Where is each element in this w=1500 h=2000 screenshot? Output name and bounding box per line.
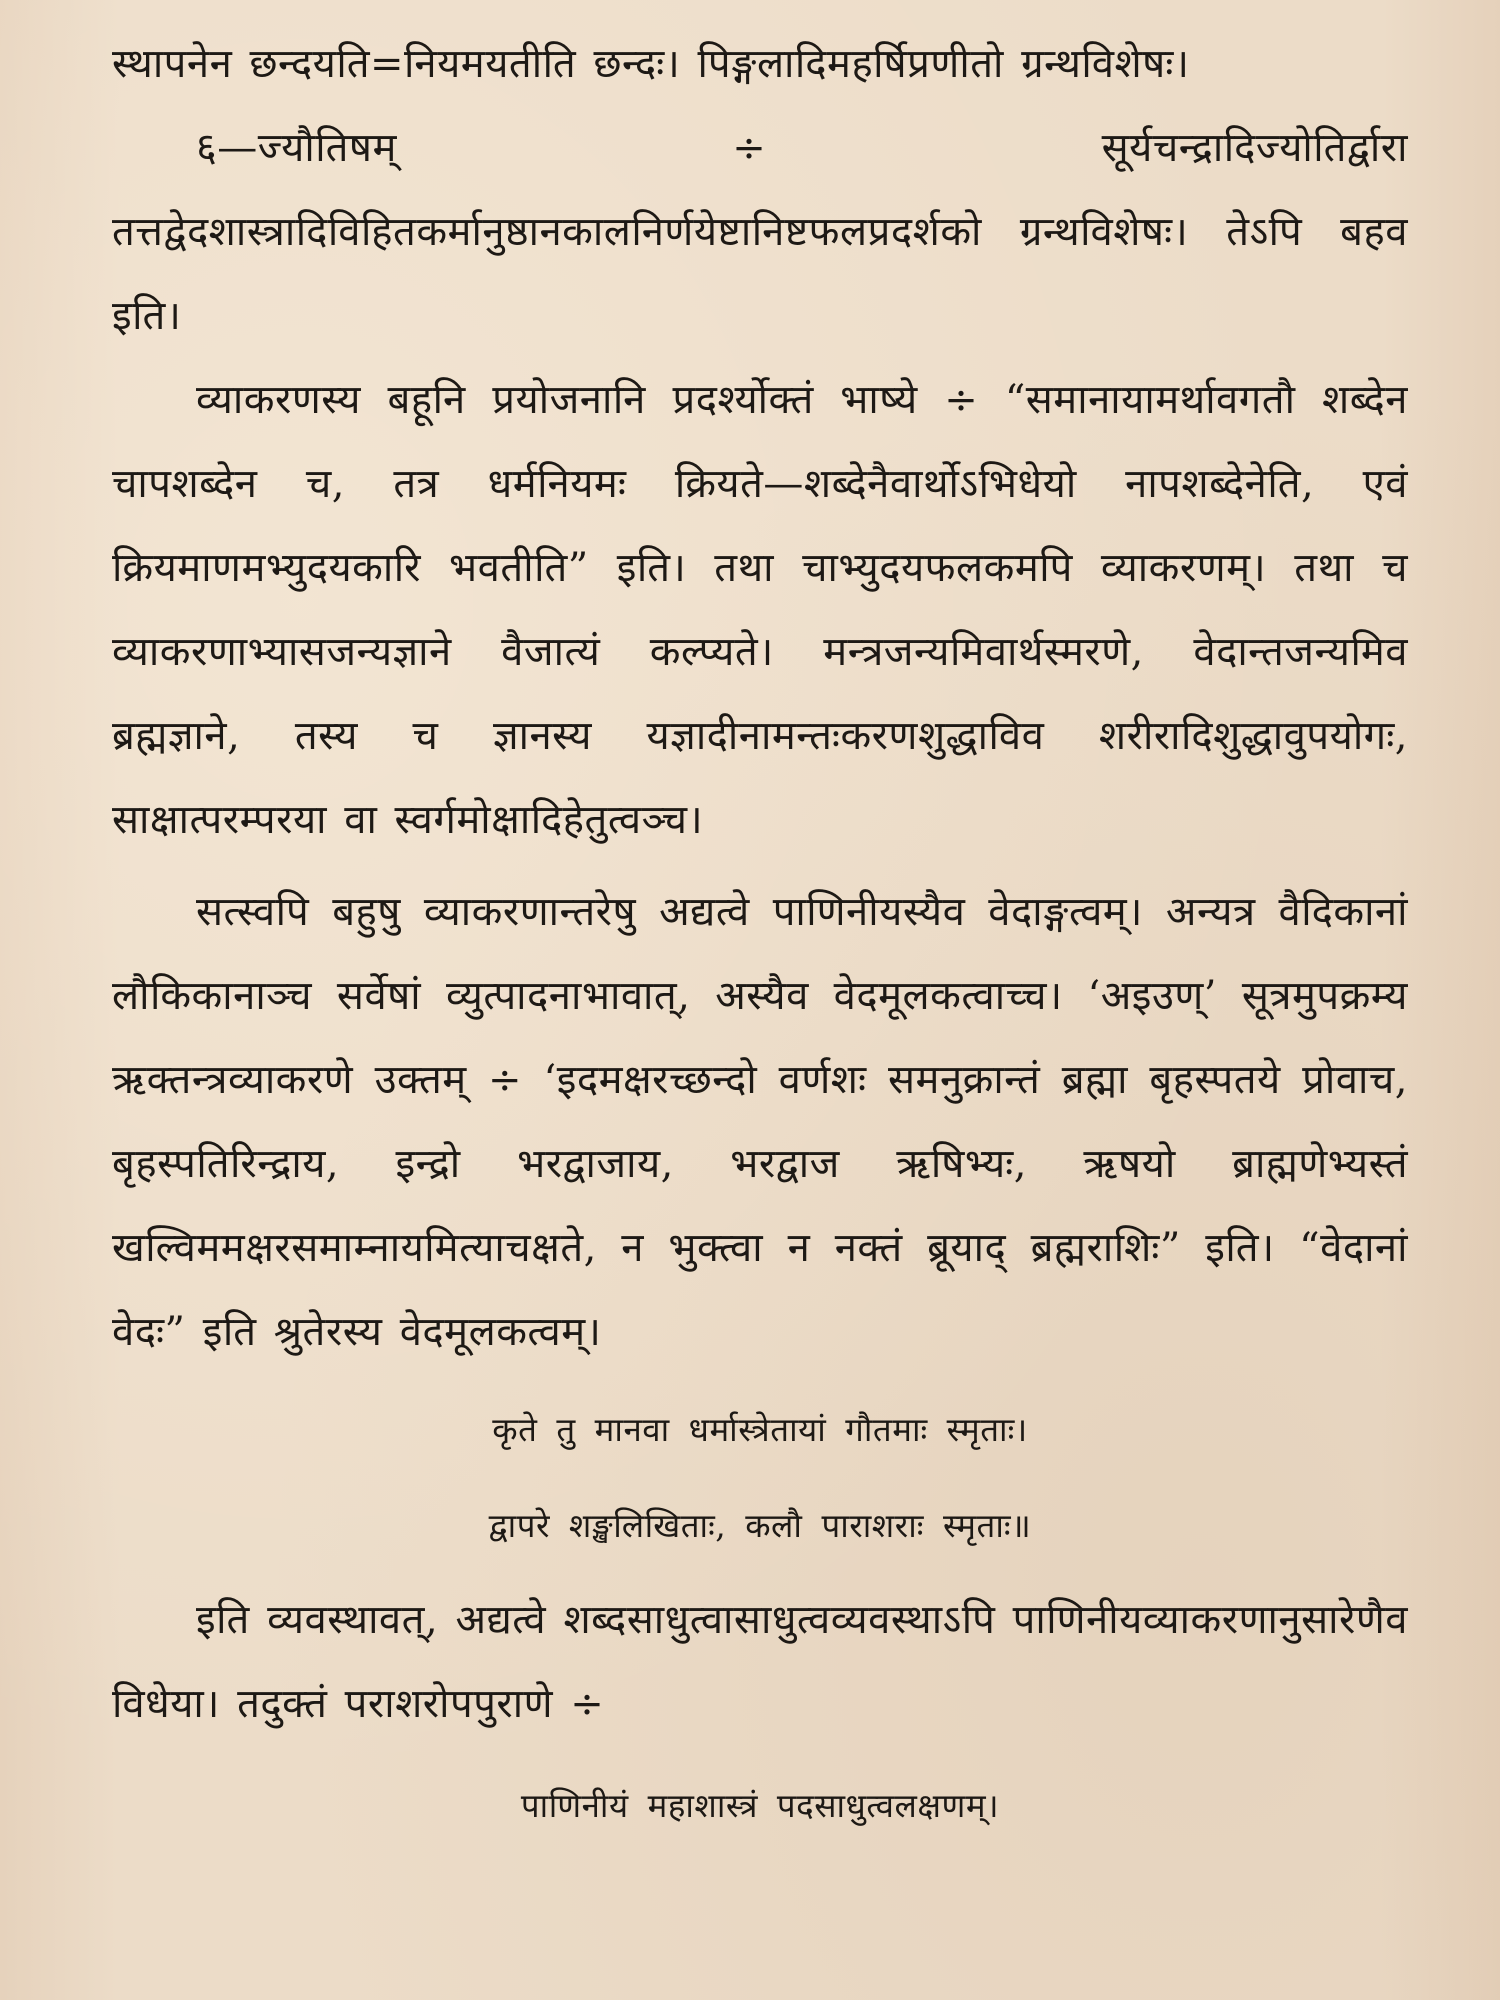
paragraph-chandas: स्थापनेन छन्दयति=नियमयतीति छन्दः। पिङ्गलादिमहर्षिप्रणीतो ग्रन्थविशेषः। xyxy=(112,41,1190,87)
paragraph-paniniya: सत्स्वपि बहुषु व्याकरणान्तरेषु अद्यत्वे पाणिनीयस्यैव वेदाङ्गत्वम्। अन्यत्र वैदिकानां लौकिकानाञ्च सर्वेषां व्युत्पादनाभावात्, अस्यैव वेदमूलकत्वाच्च। ‘अइउण्’ सूत्रमुपक्रम्य ऋक्तन्त्रव्याकरणे उक्तम् ÷ ‘इदमक्षरच्छन्दो वर्णशः समनुक्रान्तं ब्रह्मा बृहस्पतये प्रोवाच, बृहस्पतिरिन्द्राय, इन्द्रो भरद्वाजाय, भरद्वाज ऋषिभ्यः, ऋषयो ब्राह्मणेभ्यस्तं खल्विममक्षरसमाम्नायमित्याचक्षते, न भुक्त्वा न नक्तं ब्रूयाद् ब्रह्मराशिः” इति। “वेदानां वेदः” इति श्रुतेरस्य वेदमूलकत्वम्। xyxy=(112,889,1408,1355)
verse-block xyxy=(112,1382,1408,1574)
last-verse-line: पाणिनीयं महाशास्त्रं पदसाधुत्वलक्षणम्। xyxy=(520,1786,1000,1825)
verse-line-1: कृते तु मानवा धर्मास्त्रेतायां गौतमाः स्मृताः। xyxy=(492,1410,1028,1449)
paragraph-jyotisha: ६—ज्यौतिषम् ÷ सूर्यचन्द्रादिज्योतिर्द्वारा तत्तद्वेदशास्त्रादिविहितकर्मानुष्ठानकालनिर्णयेष्टानिष्टफलप्रदर्शको ग्रन्थविशेषः। तेऽपि बहव इति। xyxy=(112,125,1408,339)
verse-line-2: द्वापरे शङ्खलिखिताः, कलौ पाराशराः स्मृताः॥ xyxy=(488,1506,1032,1545)
paragraph-vyakarana-prayojana: व्याकरणस्य बहूनि प्रयोजनानि प्रदर्श्योक्तं भाष्ये ÷ “समानायामर्थावगतौ शब्देन चापशब्देन च, तत्र धर्मनियमः क्रियते—शब्देनैवार्थोऽभिधेयो नापशब्देनेति, एवं क्रियमाणमभ्युदयकारि भवतीति” इति। तथा चाभ्युदयफलकमपि व्याकरणम्। तथा च व्याकरणाभ्यासजन्यज्ञाने वैजात्यं कल्प्यते। मन्त्रजन्यमिवार्थस्मरणे, वेदान्तजन्यमिव ब्रह्मज्ञाने, तस्य च ज्ञानस्य यज्ञादीनामन्तःकरणशुद्धाविव शरीरादिशुद्धावुपयोगः, साक्षात्परम्परया वा स्वर्गमोक्षादिहेतुत्वञ्च। xyxy=(112,377,1408,843)
paragraph-closing: इति व्यवस्थावत्, अद्यत्वे शब्दसाधुत्वासाधुत्वव्यवस्थाऽपि पाणिनीयव्याकरणानुसारेणैव विधेया। तदुक्तं पराशरोपपुराणे ÷ xyxy=(112,1597,1408,1727)
